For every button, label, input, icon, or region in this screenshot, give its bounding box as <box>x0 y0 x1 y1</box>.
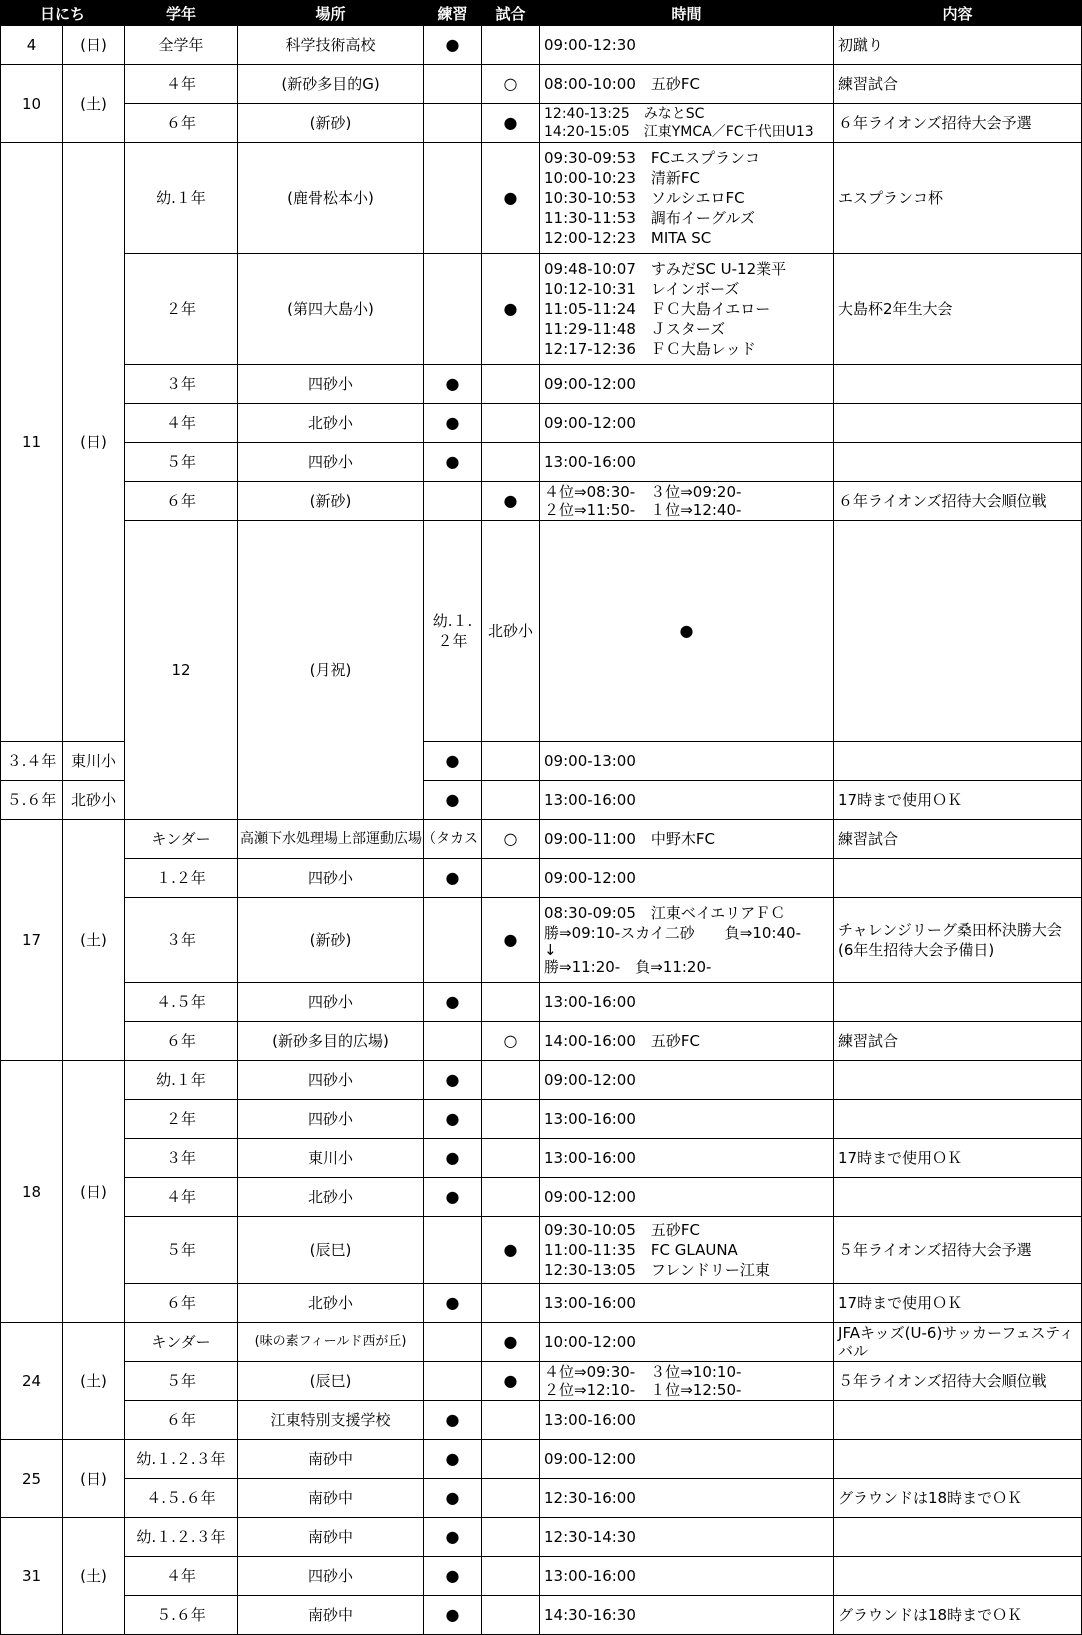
grade-cell: ３.４年 <box>1 742 63 781</box>
practice-mark: ● <box>424 1178 482 1217</box>
practice-mark: ● <box>424 26 482 65</box>
practice-mark: ● <box>424 1518 482 1557</box>
time-cell: 09:00-12:00 <box>540 1440 834 1479</box>
match-mark: ○ <box>482 65 540 104</box>
match-mark: ● <box>482 143 540 254</box>
place-cell: 北砂小 <box>238 1284 424 1323</box>
time-cell: 13:00-16:00 <box>540 443 834 482</box>
match-mark: ● <box>482 898 540 983</box>
day-cell: 10 <box>1 65 63 143</box>
place-cell: 南砂中 <box>238 1596 424 1635</box>
practice-mark: ● <box>424 1284 482 1323</box>
match-mark <box>482 1479 540 1518</box>
table-row <box>1 1100 1082 1139</box>
grade-cell: ５年 <box>125 1217 238 1284</box>
match-mark: ● <box>482 1362 540 1401</box>
content-cell: 練習試合 <box>834 65 1082 104</box>
place-cell: (新砂多目的G) <box>238 65 424 104</box>
place-cell: 北砂小 <box>63 781 125 820</box>
table-row <box>1 1217 1082 1284</box>
content-cell <box>834 1401 1082 1440</box>
place-cell: 江東特別支援学校 <box>238 1401 424 1440</box>
match-mark: ○ <box>482 1022 540 1061</box>
time-cell: 13:00-16:00 <box>540 1139 834 1178</box>
weekday-cell: (土) <box>63 1518 125 1635</box>
practice-mark <box>424 254 482 365</box>
grade-cell: ６年 <box>125 1401 238 1440</box>
time-cell: 09:00-12:00 <box>540 859 834 898</box>
content-cell: JFAキッズ(U-6)サッカーフェスティバル <box>834 1323 1082 1362</box>
table-row <box>1 65 1082 104</box>
time-cell: 13:00-16:00 <box>540 1100 834 1139</box>
table-row <box>1 1284 1082 1323</box>
grade-cell: 幼.１.２.３年 <box>125 1518 238 1557</box>
time-cell: 08:00-10:00 五砂FC <box>540 65 834 104</box>
grade-cell: 幼.１.２年 <box>424 521 482 742</box>
match-mark: ● <box>482 1323 540 1362</box>
time-cell: ４位⇒09:30- ３位⇒10:10- ２位⇒12:10- １位⇒12:50- <box>540 1362 834 1401</box>
practice-mark <box>424 898 482 983</box>
place-cell: 北砂小 <box>482 521 540 742</box>
day-cell: 24 <box>1 1323 63 1440</box>
place-cell: 四砂小 <box>238 983 424 1022</box>
practice-mark: ● <box>540 521 834 742</box>
table-row <box>1 254 1082 365</box>
place-cell: 高瀬下水処理場上部運動広場（タカス <box>238 820 424 859</box>
table-row <box>1 365 1082 404</box>
table-row <box>1 983 1082 1022</box>
table-row <box>1 521 1082 742</box>
match-mark <box>482 742 540 781</box>
content-cell: ５年ライオンズ招待大会順位戦 <box>834 1362 1082 1401</box>
grade-cell: 全学年 <box>125 26 238 65</box>
match-mark <box>482 26 540 65</box>
grade-cell: ４年 <box>125 1178 238 1217</box>
table-row <box>1 1139 1082 1178</box>
time-cell: 09:30-09:53 FCエスプランコ 10:00-10:23 清新FC 10:30-10:53 ソルシエロFC 11:30-11:53 調布イーグルズ 12:00-12:23 MITA SC <box>540 143 834 254</box>
place-cell: 四砂小 <box>238 1100 424 1139</box>
place-cell: 科学技術高校 <box>238 26 424 65</box>
grade-cell: ６年 <box>125 104 238 143</box>
time-cell: 09:00-11:00 中野木FC <box>540 820 834 859</box>
table-row <box>1 1479 1082 1518</box>
content-cell <box>834 983 1082 1022</box>
table-row <box>1 1518 1082 1557</box>
content-cell: グラウンドは18時までＯＫ <box>834 1596 1082 1635</box>
match-mark <box>482 781 540 820</box>
practice-mark: ● <box>424 859 482 898</box>
weekday-cell: (土) <box>63 65 125 143</box>
weekday-cell: (日) <box>63 1440 125 1518</box>
grade-cell: ３年 <box>125 898 238 983</box>
place-cell: 東川小 <box>238 1139 424 1178</box>
time-cell: 13:00-16:00 <box>540 1284 834 1323</box>
weekday-cell: (日) <box>63 26 125 65</box>
time-cell: 09:00-12:00 <box>540 404 834 443</box>
grade-cell: ３年 <box>125 1139 238 1178</box>
practice-mark <box>424 1022 482 1061</box>
header-date: 日にち <box>1 1 125 26</box>
time-cell: 13:00-16:00 <box>540 1557 834 1596</box>
time-cell: 13:00-16:00 <box>540 983 834 1022</box>
content-cell: 17時まで使用ＯＫ <box>834 781 1082 820</box>
table-row <box>1 404 1082 443</box>
practice-mark: ● <box>424 365 482 404</box>
practice-mark <box>424 104 482 143</box>
time-cell: 13:00-16:00 <box>540 781 834 820</box>
match-mark: ○ <box>482 820 540 859</box>
content-cell: 大島杯2年生大会 <box>834 254 1082 365</box>
weekday-cell: (土) <box>63 1323 125 1440</box>
time-cell: 09:00-13:00 <box>540 742 834 781</box>
place-cell: 四砂小 <box>238 443 424 482</box>
time-cell: 12:40-13:25 みなとSC 14:20-15:05 江東YMCA／FC千代田U13 <box>540 104 834 143</box>
practice-mark: ● <box>424 1440 482 1479</box>
grade-cell: ４.５年 <box>125 983 238 1022</box>
weekday-cell: (土) <box>63 820 125 1061</box>
practice-mark <box>424 482 482 521</box>
practice-mark <box>424 65 482 104</box>
grade-cell: キンダー <box>125 820 238 859</box>
header-match: 試合 <box>482 1 540 26</box>
practice-mark: ● <box>424 1557 482 1596</box>
place-cell: 南砂中 <box>238 1518 424 1557</box>
table-row <box>1 820 1082 859</box>
table-row <box>1 1323 1082 1362</box>
table-row <box>1 1362 1082 1401</box>
grade-cell: ４年 <box>125 65 238 104</box>
practice-mark: ● <box>424 983 482 1022</box>
place-cell: (辰巳) <box>238 1362 424 1401</box>
place-cell: 南砂中 <box>238 1440 424 1479</box>
grade-cell: １.２年 <box>125 859 238 898</box>
match-mark: ● <box>482 1217 540 1284</box>
match-mark <box>482 1178 540 1217</box>
grade-cell: ２年 <box>125 1100 238 1139</box>
grade-cell: キンダー <box>125 1323 238 1362</box>
place-cell: (新砂多目的広場) <box>238 1022 424 1061</box>
grade-cell: ４年 <box>125 404 238 443</box>
content-cell: ５年ライオンズ招待大会予選 <box>834 1217 1082 1284</box>
content-cell <box>834 1440 1082 1479</box>
content-cell <box>834 443 1082 482</box>
practice-mark: ● <box>424 1596 482 1635</box>
place-cell: 四砂小 <box>238 1557 424 1596</box>
time-cell: 09:00-12:00 <box>540 1061 834 1100</box>
practice-mark: ● <box>424 404 482 443</box>
match-mark <box>482 1139 540 1178</box>
place-cell: (第四大島小) <box>238 254 424 365</box>
table-row <box>1 1401 1082 1440</box>
content-cell <box>834 1518 1082 1557</box>
time-cell: 14:30-16:30 <box>540 1596 834 1635</box>
content-cell: エスプランコ杯 <box>834 143 1082 254</box>
match-mark <box>482 365 540 404</box>
table-row <box>1 443 1082 482</box>
match-mark <box>482 1061 540 1100</box>
practice-mark: ● <box>424 781 482 820</box>
grade-cell: 幼.１年 <box>125 143 238 254</box>
table-row <box>1 1557 1082 1596</box>
practice-mark: ● <box>424 1100 482 1139</box>
grade-cell: ４年 <box>125 1557 238 1596</box>
time-cell: ４位⇒08:30- ３位⇒09:20- ２位⇒11:50- １位⇒12:40- <box>540 482 834 521</box>
place-cell: 四砂小 <box>238 365 424 404</box>
grade-cell: ５年 <box>125 443 238 482</box>
day-cell: 25 <box>1 1440 63 1518</box>
content-cell: ６年ライオンズ招待大会予選 <box>834 104 1082 143</box>
practice-mark: ● <box>424 1061 482 1100</box>
content-cell: 初蹴り <box>834 26 1082 65</box>
time-cell: 12:30-16:00 <box>540 1479 834 1518</box>
practice-mark <box>424 1323 482 1362</box>
content-cell: 練習試合 <box>834 820 1082 859</box>
day-cell: 11 <box>1 143 63 742</box>
day-cell: 17 <box>1 820 63 1061</box>
match-mark: ● <box>482 254 540 365</box>
place-cell: 四砂小 <box>238 1061 424 1100</box>
match-mark <box>482 1596 540 1635</box>
content-cell <box>834 1100 1082 1139</box>
place-cell: 東川小 <box>63 742 125 781</box>
table-row <box>1 1061 1082 1100</box>
content-cell: チャレンジリーグ桑田杯決勝大会(6年生招待大会予備日) <box>834 898 1082 983</box>
content-cell: 練習試合 <box>834 1022 1082 1061</box>
match-mark <box>482 859 540 898</box>
match-mark <box>482 983 540 1022</box>
day-cell: 12 <box>125 521 238 820</box>
table-row <box>1 1440 1082 1479</box>
day-cell: 4 <box>1 26 63 65</box>
match-mark <box>482 1518 540 1557</box>
match-mark <box>482 404 540 443</box>
place-cell: (新砂) <box>238 482 424 521</box>
day-cell: 18 <box>1 1061 63 1323</box>
place-cell: (辰巳) <box>238 1217 424 1284</box>
time-cell: 09:00-12:30 <box>540 26 834 65</box>
time-cell: 09:30-10:05 五砂FC 11:00-11:35 FC GLAUNA 12:30-13:05 フレンドリー江東 <box>540 1217 834 1284</box>
practice-mark: ● <box>424 742 482 781</box>
match-mark <box>482 1557 540 1596</box>
match-mark <box>482 443 540 482</box>
time-cell: 13:00-16:00 <box>540 1401 834 1440</box>
time-cell: 10:00-12:00 <box>540 1323 834 1362</box>
time-cell: 09:00-12:00 <box>540 1178 834 1217</box>
practice-mark <box>424 1362 482 1401</box>
match-mark: ● <box>482 482 540 521</box>
place-cell: 北砂小 <box>238 404 424 443</box>
content-cell: 17時まで使用ＯＫ <box>834 1139 1082 1178</box>
table-row <box>1 104 1082 143</box>
grade-cell: ２年 <box>125 254 238 365</box>
weekday-cell: (月祝) <box>238 521 424 820</box>
match-mark <box>834 521 1082 742</box>
practice-mark: ● <box>424 1401 482 1440</box>
content-cell: 17時まで使用ＯＫ <box>834 1284 1082 1323</box>
table-row <box>1 1596 1082 1635</box>
weekday-cell: (日) <box>63 143 125 742</box>
place-cell: 南砂中 <box>238 1479 424 1518</box>
content-cell <box>834 365 1082 404</box>
grade-cell: ５.６年 <box>1 781 63 820</box>
header-time: 時間 <box>540 1 834 26</box>
grade-cell: ５.６年 <box>125 1596 238 1635</box>
header-practice: 練習 <box>424 1 482 26</box>
grade-cell: ４.５.６年 <box>125 1479 238 1518</box>
table-row <box>1 1178 1082 1217</box>
match-mark <box>482 1440 540 1479</box>
grade-cell: ６年 <box>125 1284 238 1323</box>
practice-mark <box>424 1217 482 1284</box>
practice-mark: ● <box>424 443 482 482</box>
practice-mark: ● <box>424 1139 482 1178</box>
grade-cell: 幼.１年 <box>125 1061 238 1100</box>
time-cell: 14:00-16:00 五砂FC <box>540 1022 834 1061</box>
place-cell: (鹿骨松本小) <box>238 143 424 254</box>
place-cell: (新砂) <box>238 104 424 143</box>
table-row <box>1 26 1082 65</box>
time-cell: 08:30-09:05 江東ベイエリアＦＣ 勝⇒09:10-スカイ二砂 負⇒10:40- ↓ 勝⇒11:20- 負⇒11:20- <box>540 898 834 983</box>
table-row <box>1 898 1082 983</box>
content-cell: ６年ライオンズ招待大会順位戦 <box>834 482 1082 521</box>
grade-cell: ３年 <box>125 365 238 404</box>
place-cell: 四砂小 <box>238 859 424 898</box>
table-row <box>1 1022 1082 1061</box>
match-mark <box>482 1284 540 1323</box>
header-grade: 学年 <box>125 1 238 26</box>
header-place: 場所 <box>238 1 424 26</box>
grade-cell: 幼.１.２.３年 <box>125 1440 238 1479</box>
header-row <box>1 1 1082 26</box>
grade-cell: ５年 <box>125 1362 238 1401</box>
content-cell: グラウンドは18時までＯＫ <box>834 1479 1082 1518</box>
practice-mark: ● <box>424 1479 482 1518</box>
match-mark <box>482 1401 540 1440</box>
grade-cell: ６年 <box>125 1022 238 1061</box>
place-cell: (新砂) <box>238 898 424 983</box>
time-cell: 09:00-12:00 <box>540 365 834 404</box>
header-content: 内容 <box>834 1 1082 26</box>
grade-cell: ６年 <box>125 482 238 521</box>
content-cell <box>834 1061 1082 1100</box>
weekday-cell: (日) <box>63 1061 125 1323</box>
content-cell <box>834 742 1082 781</box>
practice-mark <box>424 143 482 254</box>
table-row <box>1 482 1082 521</box>
match-mark <box>482 1100 540 1139</box>
content-cell <box>834 1178 1082 1217</box>
place-cell: 北砂小 <box>238 1178 424 1217</box>
content-cell <box>834 1557 1082 1596</box>
table-row <box>1 143 1082 254</box>
table-row <box>1 859 1082 898</box>
content-cell <box>834 404 1082 443</box>
content-cell <box>834 859 1082 898</box>
place-cell: (味の素フィールド西が丘) <box>238 1323 424 1362</box>
time-cell: 09:48-10:07 すみだSC U-12業平 10:12-10:31 レインボーズ 11:05-11:24 ＦＣ大島イエロー 11:29-11:48 Ｊスターズ 12:17-12:36 ＦＣ大島レッド <box>540 254 834 365</box>
time-cell: 12:30-14:30 <box>540 1518 834 1557</box>
day-cell: 31 <box>1 1518 63 1635</box>
match-mark: ● <box>482 104 540 143</box>
